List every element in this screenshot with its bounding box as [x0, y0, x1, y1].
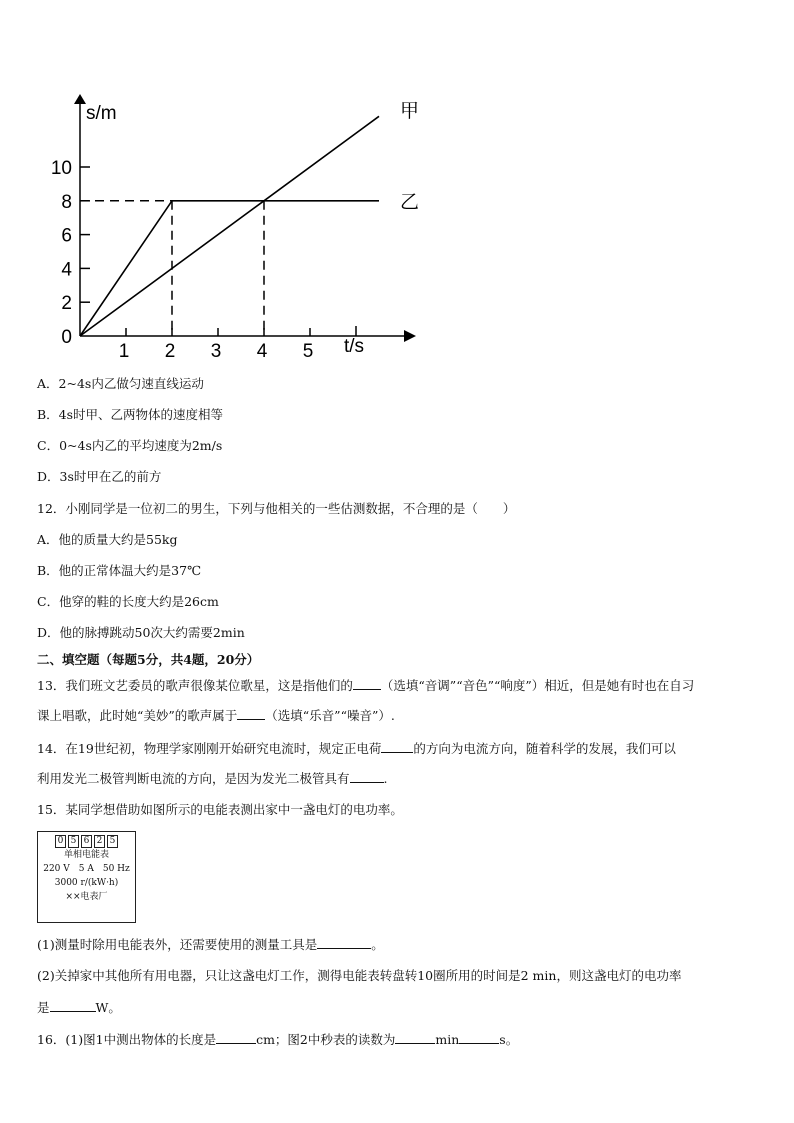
q14-text-2: 的方向为电流方向，随着科学的发展，我们可以: [413, 741, 676, 756]
meter-constant: 3000 r/(kW·h): [54, 878, 119, 888]
q16-line: [37, 1030, 518, 1048]
meter-title: 单相电能表: [63, 850, 109, 860]
q15-sub1-blank[interactable]: [317, 936, 371, 949]
q16-text-1: 16．(1)图1中测出物体的长度是: [37, 1032, 217, 1047]
y-tick-label: 4: [61, 259, 72, 281]
line-jia-label: 甲: [400, 100, 420, 122]
q16-text-3: min: [435, 1032, 460, 1047]
q15-sub2-line-1: (2)关掉家中其他所有用电器，只让这盏电灯工作，测得电能表转盘转10圈所用的时间是2 min，则这盏电灯的电功率: [37, 968, 682, 983]
q15-sub2-blank[interactable]: [50, 999, 96, 1012]
q14-text-1: 14．在19世纪初，物理学家刚刚开始研究电流时，规定正电荷: [37, 741, 382, 756]
q13-text-2: （选填“音调”“音色”“响度”）相近，但是她有时也在自习: [380, 678, 695, 693]
meter-digit: 6: [81, 835, 92, 848]
y-axis-arrow: [74, 94, 86, 104]
x-tick-label: 5: [302, 341, 314, 362]
s-t-graph: [30, 86, 430, 366]
q12-option-a: A．他的质量大约是55kg: [37, 532, 178, 547]
q12-option-d: D．他的脉搏跳动50次大约需要2min: [37, 625, 245, 640]
section-heading: 二、填空题（每题5分，共4题，20分）: [37, 652, 260, 667]
x-tick-label: 3: [210, 341, 222, 362]
q13-line-1: [37, 676, 694, 694]
q12-option-b: B．他的正常体温大约是37℃: [37, 563, 202, 578]
x-tick-label: 4: [256, 341, 268, 362]
q15-sub2-line-2: [37, 998, 121, 1016]
q11-option-b: B．4s时甲、乙两物体的速度相等: [37, 407, 224, 422]
meter-digit: 2: [94, 835, 105, 848]
x-axis-arrow: [404, 330, 416, 342]
q15-sub2-text-1: 是: [37, 1000, 50, 1015]
q15-sub2-text-2: W。: [95, 1000, 121, 1015]
x-tick-label: 1: [118, 341, 130, 362]
meter-digit: 5: [107, 835, 118, 848]
q16-blank-2[interactable]: [395, 1031, 435, 1044]
meter-rating: 220 V 5 A 50 Hz: [43, 864, 130, 874]
x-tick-label: 2: [164, 341, 176, 362]
q14-text-3: 利用发光二极管判断电流的方向，是因为发光二极管具有: [37, 771, 350, 786]
x-axis-label: t/s: [344, 336, 365, 357]
q16-blank-3[interactable]: [459, 1031, 499, 1044]
q13-text-4: （选填“乐音”“噪音”）.: [265, 708, 395, 723]
y-tick-label: 8: [61, 191, 72, 213]
y-tick-label: 6: [61, 225, 72, 247]
meter-maker: ××电表厂: [65, 892, 108, 902]
meter-digits: [38, 835, 135, 848]
q13-line-2: [37, 706, 395, 724]
q16-text-4: s。: [499, 1032, 519, 1047]
y-tick-label: 2: [61, 293, 72, 315]
q16-blank-1[interactable]: [216, 1031, 256, 1044]
q16-text-2: cm；图2中秒表的读数为: [256, 1032, 396, 1047]
q14-blank-1[interactable]: [381, 740, 413, 753]
q11-option-c: C．0~4s内乙的平均速度为2m/s: [37, 438, 223, 453]
line-yi-label: 乙: [400, 191, 420, 213]
q12-option-c: C．他穿的鞋的长度大约是26cm: [37, 594, 219, 609]
y-tick-label: 0: [61, 327, 72, 348]
series-line-yi: [80, 201, 379, 336]
q15-stem: 15．某同学想借助如图所示的电能表测出家中一盏电灯的电功率。: [37, 802, 403, 817]
q13-text-1: 13．我们班文艺委员的歌声很像某位歌星，这是指他们的: [37, 678, 353, 693]
q14-line-2: [37, 769, 388, 787]
q13-blank-1[interactable]: [353, 677, 381, 690]
q14-line-1: [37, 739, 676, 757]
q14-blank-2[interactable]: [350, 770, 384, 783]
q12-stem: 12．小刚同学是一位初二的男生，下列与他相关的一些估测数据，不合理的是（ ）: [37, 501, 516, 516]
y-tick-label: 10: [50, 158, 72, 179]
q15-sub1-text-2: 。: [371, 937, 384, 952]
q13-blank-2[interactable]: [237, 707, 265, 720]
q14-text-4: .: [383, 771, 388, 786]
q11-option-d: D．3s时甲在乙的前方: [37, 469, 162, 484]
y-axis-label: s/m: [86, 103, 117, 124]
q15-sub1-text-1: (1)测量时除用电能表外，还需要使用的测量工具是: [37, 937, 318, 952]
series-line-jia: [80, 116, 379, 336]
meter-digit: 5: [68, 835, 79, 848]
electric-meter-figure: [37, 831, 136, 923]
meter-digit: 0: [55, 835, 66, 848]
q15-sub1: [37, 935, 384, 953]
q11-option-a: A．2~4s内乙做匀速直线运动: [37, 376, 204, 391]
q13-text-3: 课上唱歌，此时她“美妙”的歌声属于: [37, 708, 238, 723]
